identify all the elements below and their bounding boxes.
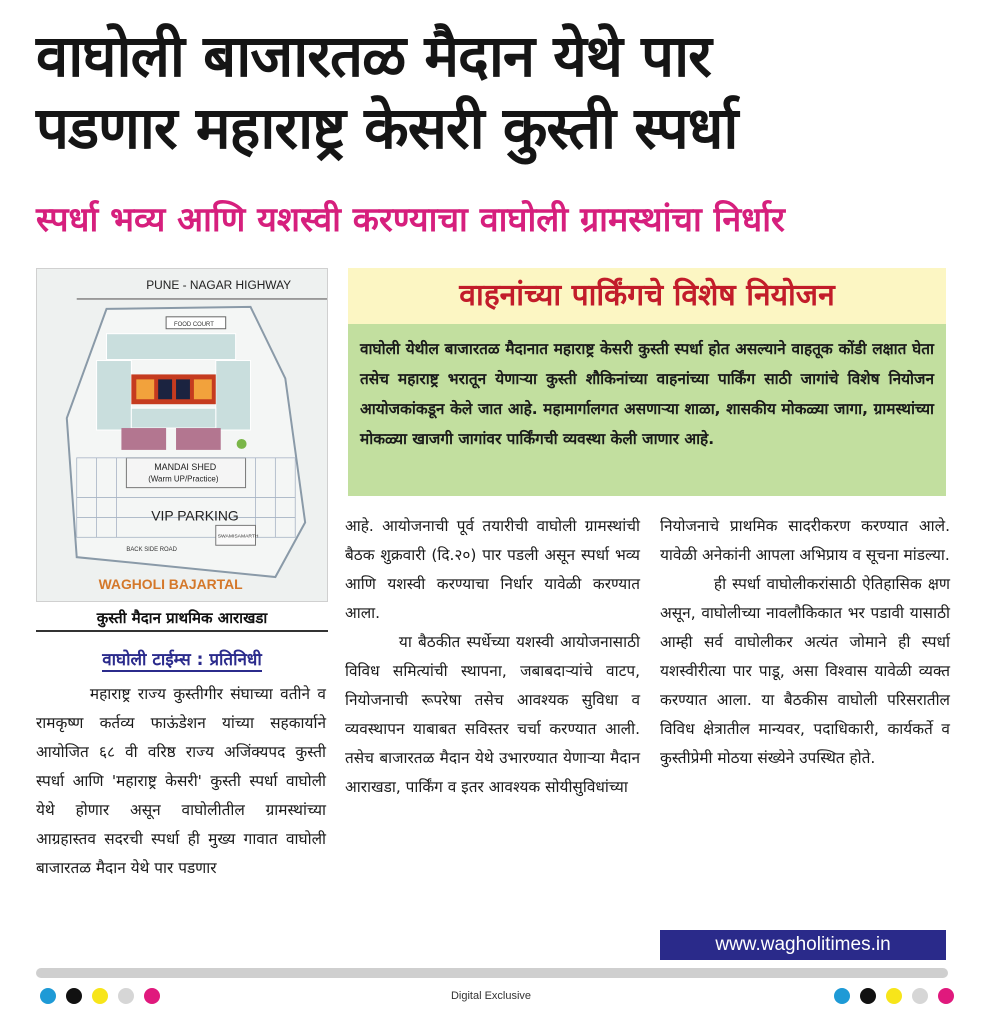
registration-dot xyxy=(938,988,954,1004)
article-column-1 xyxy=(36,680,326,883)
footer-label: Digital Exclusive xyxy=(450,990,532,1002)
byline xyxy=(36,646,328,674)
article-column-3 xyxy=(660,512,950,773)
map-caption: कुस्ती मैदान प्राथमिक आराखडा xyxy=(36,604,328,632)
column3-paragraph-2: ही स्पर्धा वाघोलीकरांसाठी ऐतिहासिक क्षण असून, वाघोलीच्या नावलौकिकात भर पडावी यासाठी आम्ही सर्व वाघोलीकर अत्यंत जोमाने ही स्पर्धा यशस्वीरीत्या पार पाडू, असा विश्वास यावेळी व्यक्त करण्यात आला. या बैठकीस वाघोली परिसरातील विविध क्षेत्रातील मान्यवर, पदाधिकारी, कार्यकर्ते व कुस्तीप्रेमी मोठया संख्येने उपस्थित होते. xyxy=(660,575,950,767)
map-swami-label: SWAMISAMARTH xyxy=(217,534,259,540)
parking-box-body: वाघोली येथील बाजारतळ मैदानात महाराष्ट्र केसरी कुस्ती स्पर्धा होत असल्याने वाहतूक कोंडी लक्षात घेता तसेच महाराष्ट्र भरातून येणाऱ्या कुस्ती शौकिनांच्या वाहनांच्या पार्किंग साठी जागांचे विशेष नियोजन आयोजकांकडून केले जात आहे. महामार्गालगत असणाऱ्या शाळा, शासकीय मोकळ्या जागा, ग्रामस्थांच्या मोकळ्या खाजगी जागांवर पार्किंगची व्यवस्था केली जाणार आहे. xyxy=(348,324,946,496)
column3-paragraph-1: नियोजनाचे प्राथमिक सादरीकरण करण्यात आले. यावेळी अनेकांनी आपला अभिप्राय व सूचना मांडल्या. xyxy=(660,517,950,564)
article-column-2 xyxy=(345,512,640,802)
map-food-court: FOOD COURT xyxy=(174,321,214,328)
parking-box-title: वाहनांच्या पार्किंगचे विशेष नियोजन xyxy=(348,268,946,324)
map-place-label: WAGHOLI BAJARTAL xyxy=(98,575,243,592)
subheadline: स्पर्धा भव्य आणि यशस्वी करण्याचा वाघोली ग्रामस्थांचा निर्धार xyxy=(36,200,785,240)
footer-divider xyxy=(36,968,948,978)
map-mandai-sub: (Warm UP/Practice) xyxy=(148,474,219,484)
map-mandai-shed: MANDAI SHED xyxy=(154,461,217,472)
column2-paragraph-1: आहे. आयोजनाची पूर्व तयारीची वाघोली ग्रामस्थांची बैठक शुक्रवारी (दि.२०) पार पडली असून स्पर्धा भव्य आणि यशस्वी करण्याचा निर्धार यावेळी करण्यात आला. xyxy=(345,517,640,622)
map-vip-parking: VIP PARKING xyxy=(151,507,239,524)
ground-layout-map xyxy=(36,268,328,602)
map-back-road: BACK SIDE ROAD xyxy=(126,547,177,554)
headline xyxy=(36,20,956,164)
website-link[interactable]: www.wagholitimes.in xyxy=(660,930,946,960)
registration-dot xyxy=(834,988,850,1004)
registration-dot xyxy=(912,988,928,1004)
map-highway-label: PUNE - NAGAR HIGHWAY xyxy=(146,278,292,293)
byline-text: वाघोली टाईम्स : प्रतिनिधी xyxy=(102,650,262,670)
registration-dot xyxy=(886,988,902,1004)
headline-line-1: वाघोली बाजारतळ मैदान येथे पार xyxy=(36,22,711,90)
registration-dots-right xyxy=(834,988,954,1004)
headline-line-2: पडणार महाराष्ट्र केसरी कुस्ती स्पर्धा xyxy=(36,94,738,162)
registration-dot xyxy=(860,988,876,1004)
column2-paragraph-2: या बैठकीत स्पर्धेच्या यशस्वी आयोजनासाठी विविध समित्यांची स्थापना, जबाबदाऱ्यांचे वाटप, नियोजनाची रूपरेषा तसेच आवश्यक सुविधा व व्यवस्थापन याबाबत सविस्तर चर्चा करण्यात आली. तसेच बाजारतळ मैदान येथे उभारण्यात येणाऱ्या मैदान आराखडा, पार्किंग व इतर आवश्यक सोयीसुविधांच्या xyxy=(345,633,640,796)
column1-paragraph-1: महाराष्ट्र राज्य कुस्तीगीर संघाच्या वतीने व रामकृष्ण कर्तव्य फाऊंडेशन यांच्या सहकार्याने आयोजित ६८ वी वरिष्ठ राज्य अजिंक्यपद कुस्ती स्पर्धा आणि 'महाराष्ट्र केसरी' कुस्ती स्पर्धा वाघोली येथे होणार असून वाघोलीतील ग्रामस्थांच्या आग्रहास्तव सदरची स्पर्धा ही मुख्य गावात वाघोली बाजारतळ मैदान येथे पार पडणार xyxy=(36,685,326,877)
